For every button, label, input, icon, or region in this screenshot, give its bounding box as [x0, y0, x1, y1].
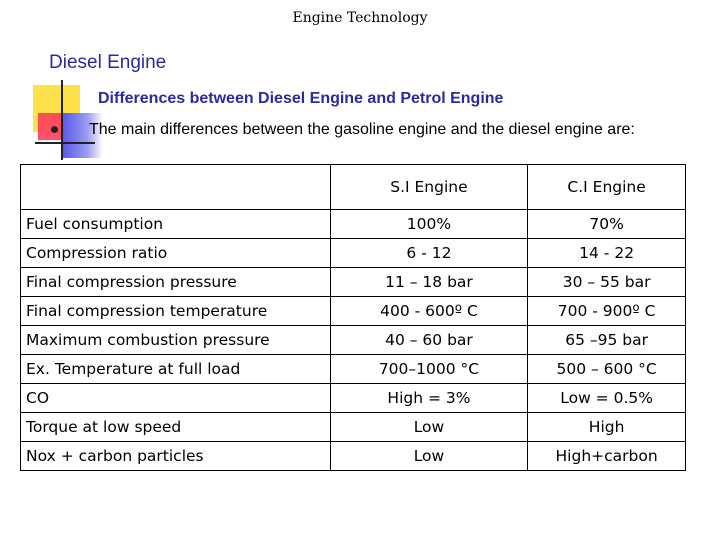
table-row [21, 210, 686, 239]
slide-subtitle: Differences between Diesel Engine and Petrol Engine [98, 90, 504, 107]
ci-value: 700 - 900º C [528, 297, 686, 326]
ci-value: 30 – 55 bar [528, 268, 686, 297]
bullet-text: The main differences between the gasoline engine and the diesel engine are: [89, 121, 635, 138]
row-label: CO [21, 384, 331, 413]
header-cell-si-engine: S.I Engine [330, 165, 528, 210]
ci-value: High [528, 413, 686, 442]
ci-value: 65 –95 bar [528, 326, 686, 355]
table-row [21, 297, 686, 326]
table-row [21, 413, 686, 442]
table-row [21, 239, 686, 268]
table-row [21, 384, 686, 413]
decorative-horizontal-line [35, 142, 95, 144]
row-label: Final compression pressure [21, 268, 331, 297]
decorative-vertical-line [61, 80, 63, 160]
table-row [21, 326, 686, 355]
si-value: 40 – 60 bar [330, 326, 528, 355]
ci-value: Low = 0.5% [528, 384, 686, 413]
si-value: Low [330, 442, 528, 471]
row-label: Nox + carbon particles [21, 442, 331, 471]
row-label: Final compression temperature [21, 297, 331, 326]
comparison-table [20, 164, 686, 471]
table-row [21, 355, 686, 384]
si-value: 6 - 12 [330, 239, 528, 268]
ci-value: High+carbon [528, 442, 686, 471]
slide-title: Diesel Engine [49, 52, 167, 73]
row-label: Torque at low speed [21, 413, 331, 442]
si-value: 700–1000 °C [330, 355, 528, 384]
table-row [21, 442, 686, 471]
table-header-row [21, 165, 686, 210]
row-label: Maximum combustion pressure [21, 326, 331, 355]
bullet-icon [51, 126, 58, 133]
si-value: High = 3% [330, 384, 528, 413]
table-row [21, 268, 686, 297]
header-cell-empty [21, 165, 331, 210]
ci-value: 70% [528, 210, 686, 239]
ci-value: 500 – 600 °C [528, 355, 686, 384]
si-value: 100% [330, 210, 528, 239]
si-value: 11 – 18 bar [330, 268, 528, 297]
si-value: 400 - 600º C [330, 297, 528, 326]
row-label: Compression ratio [21, 239, 331, 268]
si-value: Low [330, 413, 528, 442]
row-label: Fuel consumption [21, 210, 331, 239]
ci-value: 14 - 22 [528, 239, 686, 268]
row-label: Ex. Temperature at full load [21, 355, 331, 384]
header-cell-ci-engine: C.I Engine [528, 165, 686, 210]
slide-header: Engine Technology [292, 10, 428, 26]
